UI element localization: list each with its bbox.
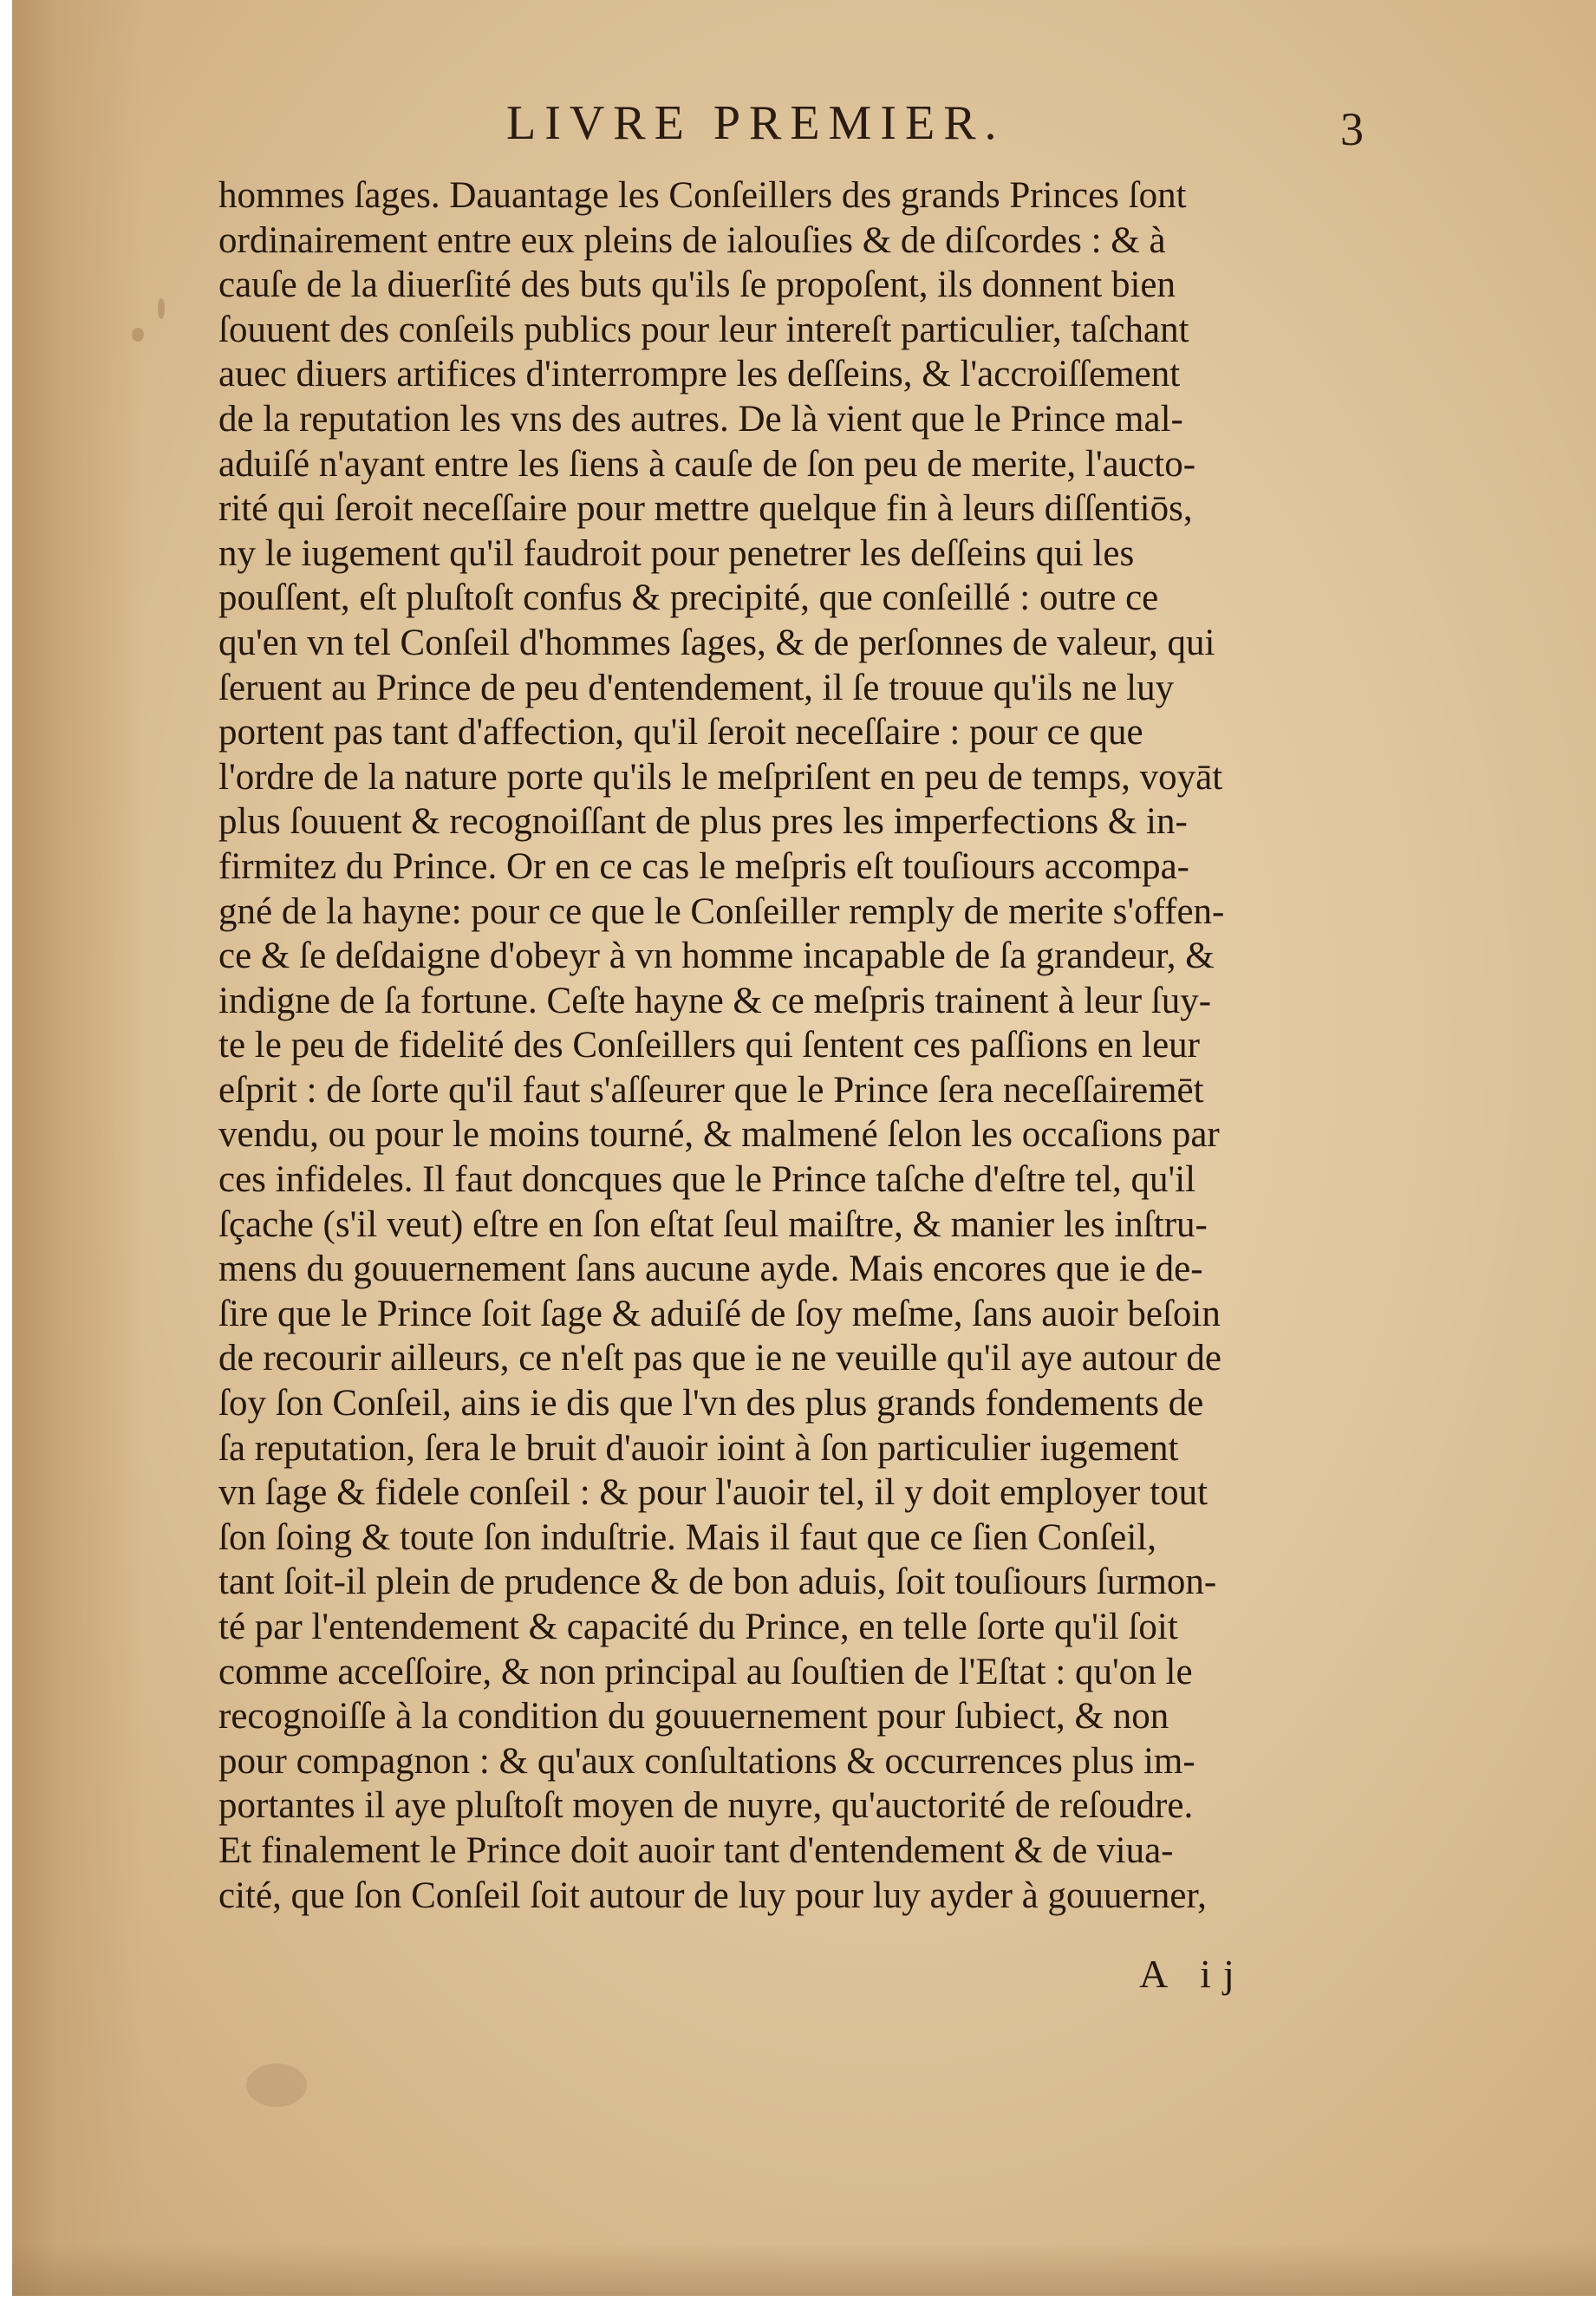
book-page bbox=[12, 0, 1596, 2296]
text-line: l'ordre de la nature porte qu'ils le meſpriſent en peu de temps, voyāt bbox=[218, 756, 1223, 798]
paper-stain bbox=[246, 2064, 307, 2107]
text-line: gné de la hayne: pour ce que le Conſeiller remply de merite s'offen- bbox=[218, 890, 1225, 932]
text-line: qu'en vn tel Conſeil d'hommes ſages, & de perſonnes de valeur, qui bbox=[218, 622, 1215, 663]
text-line: ſa reputation, ſera le bruit d'auoir ioint à ſon particulier iugement bbox=[218, 1427, 1179, 1469]
running-head: LIVRE PREMIER. bbox=[506, 96, 1006, 150]
text-line: recognoiſſe à la condition du gouuernement pour ſubiect, & non bbox=[218, 1696, 1169, 1738]
text-line: portantes il aye pluſtoſt moyen de nuyre, qu'auctorité de reſoudre. bbox=[218, 1785, 1194, 1827]
text-line: Et finalement le Prince doit auoir tant d'entendement & de viua- bbox=[218, 1829, 1174, 1871]
text-line: hommes ſages. Dauantage les Conſeillers des grands Princes ſont bbox=[218, 175, 1187, 216]
text-line: eſprit : de ſorte qu'il faut s'aſſeurer que le Prince ſera neceſſairemēt bbox=[218, 1069, 1204, 1111]
text-line: té par l'entendement & capacité du Prince, en telle ſorte qu'il ſoit bbox=[218, 1607, 1178, 1647]
text-line: ſon ſoing & toute ſon induſtrie. Mais il faut que ce ſien Conſeil, bbox=[218, 1516, 1156, 1558]
ink-stain bbox=[158, 298, 165, 319]
text-line: plus ſouuent & recognoiſſant de plus pres les imperfections & in- bbox=[218, 801, 1188, 843]
text-line: rité qui ſeroit neceſſaire pour mettre quelque fin à leurs diſſentiōs, bbox=[218, 488, 1193, 530]
text-line: aduiſé n'ayant entre les ſiens à cauſe de ſon peu de merite, l'aucto- bbox=[218, 443, 1196, 485]
text-line: ny le iugement qu'il faudroit pour penetrer les deſſeins qui les bbox=[218, 532, 1135, 574]
text-line: pour compagnon : & qu'aux conſultations & occurrences plus im- bbox=[218, 1740, 1195, 1782]
body-text bbox=[218, 173, 1371, 1918]
text-line: vn ſage & fidele conſeil : & pour l'auoir tel, il y doit employer tout bbox=[218, 1472, 1208, 1514]
text-line: cité, que ſon Conſeil ſoit autour de luy pour luy ayder à gouuerner, bbox=[218, 1874, 1207, 1916]
gutter-shadow bbox=[12, 0, 142, 2296]
text-line: portent pas tant d'affection, qu'il ſeroit neceſſaire : pour ce que bbox=[218, 712, 1143, 753]
signature-mark: A ij bbox=[1139, 1952, 1247, 1996]
text-line: mens du gouuernement ſans aucune ayde. Mais encores que ie de- bbox=[218, 1249, 1203, 1290]
text-line: cauſe de la diuerſité des buts qu'ils ſe propoſent, ils donnent bien bbox=[218, 264, 1176, 306]
text-line: de la reputation les vns des autres. De là vient que le Prince mal- bbox=[218, 398, 1183, 440]
text-line: comme acceſſoire, & non principal au ſouſtien de l'Eſtat : qu'on le bbox=[218, 1651, 1193, 1692]
text-line: ſire que le Prince ſoit ſage & aduiſé de ſoy meſme, ſans auoir beſoin bbox=[218, 1293, 1221, 1334]
text-line: te le peu de fidelité des Conſeillers qui ſentent ces paſſions en leur bbox=[218, 1025, 1200, 1066]
text-line: tant ſoit-il plein de prudence & de bon aduis, ſoit touſiours ſurmon- bbox=[218, 1561, 1217, 1603]
text-line: ordinairement entre eux pleins de ialouſies & de diſcordes : & à bbox=[218, 219, 1166, 261]
ink-stain bbox=[132, 328, 144, 342]
text-line: ſeruent au Prince de peu d'entendement, il ſe trouue qu'ils ne luy bbox=[218, 667, 1175, 708]
text-line: ſçache (s'il veut) eſtre en ſon eſtat ſeul maiſtre, & manier les inſtru- bbox=[218, 1203, 1208, 1245]
text-line: ſoy ſon Conſeil, ains ie dis que l'vn des plus grands fondements de bbox=[218, 1383, 1204, 1425]
text-line: firmitez du Prince. Or en ce cas le meſpris eſt touſiours accompa- bbox=[218, 845, 1189, 887]
text-line: ſouuent des conſeils publics pour leur intereſt particulier, taſchant bbox=[218, 309, 1189, 350]
page-bottom-edge bbox=[12, 2244, 1596, 2296]
text-line: indigne de ſa fortune. Ceſte hayne & ce meſpris trainent à leur ſuy- bbox=[218, 980, 1212, 1021]
text-line: pouſſent, eſt pluſtoſt confus & precipité, que conſeillé : outre ce bbox=[218, 577, 1159, 619]
text-line: ces infideles. Il faut doncques que le Prince taſche d'eſtre tel, qu'il bbox=[218, 1159, 1196, 1201]
text-line: de recourir ailleurs, ce n'eſt pas que ie ne veuille qu'il aye autour de bbox=[218, 1338, 1221, 1379]
page-number: 3 bbox=[1340, 103, 1364, 155]
text-line: auec diuers artifices d'interrompre les deſſeins, & l'accroiſſement bbox=[218, 354, 1181, 395]
text-line: vendu, ou pour le moins tourné, & malmené ſelon les occaſions par bbox=[218, 1114, 1220, 1156]
text-line: ce & ſe deſdaigne d'obeyr à vn homme incapable de ſa grandeur, & bbox=[218, 936, 1215, 977]
